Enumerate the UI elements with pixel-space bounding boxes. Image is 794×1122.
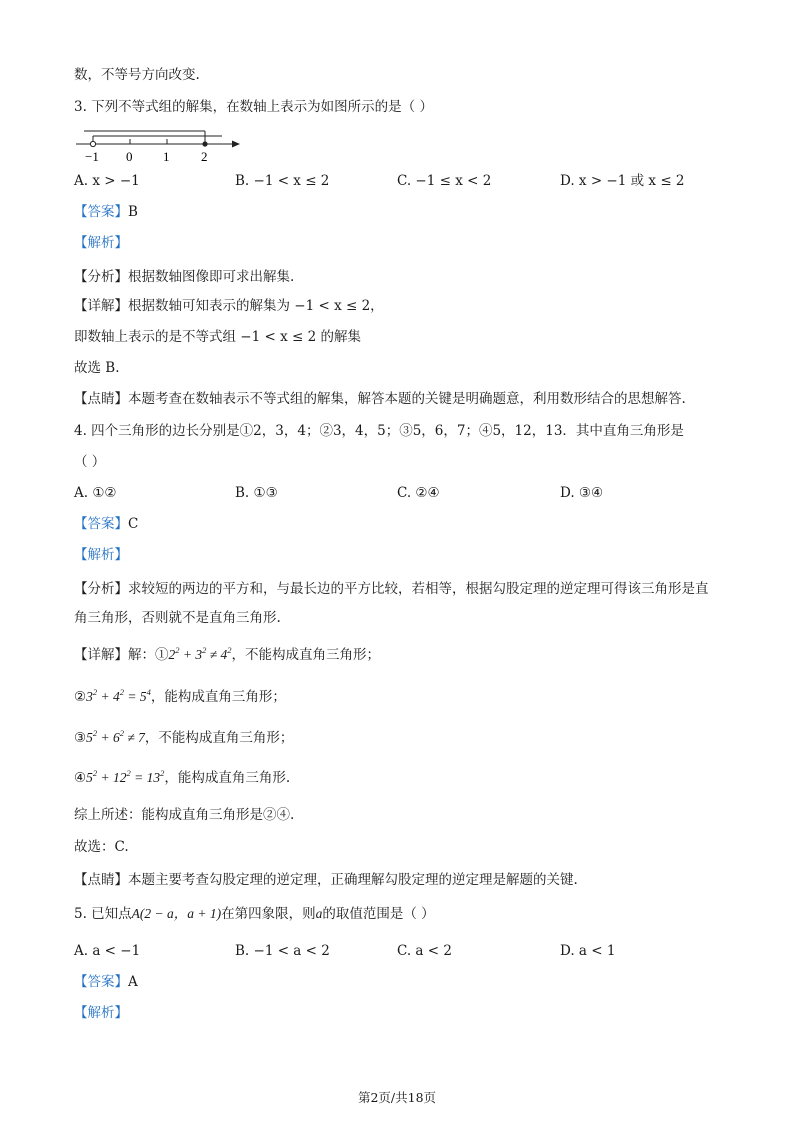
answer-value: B	[128, 204, 138, 220]
q3-answer-line	[74, 203, 138, 221]
q5-option-c[interactable]: C. a < 2	[397, 943, 452, 959]
q3-fenxi-line: 【分析】根据数轴图像即可求出解集.	[74, 269, 295, 285]
q4-stem-cont: （ ）	[74, 454, 106, 470]
q3-line2: 即数轴上表示的是不等式组 −1 < x ≤ 2 的解集	[74, 329, 361, 345]
fenxi-tag: 【分析】	[74, 581, 128, 597]
answer-value: A	[128, 974, 138, 990]
q4-fenxi-line1: 【分析】求较短的两边的平方和，与最长边的平方比较，若相等，根据勾股定理的逆定理可得该三角形是直	[74, 581, 709, 597]
q5-analysis-tag: 【解析】	[74, 1005, 128, 1021]
tick-label-2: 2	[201, 149, 208, 164]
tick-label-0: 0	[126, 149, 133, 164]
q4-fenxi-line2: 角三角形，否则就不是直角三角形.	[74, 610, 281, 626]
q5-option-d[interactable]: D. a < 1	[560, 943, 616, 959]
q4-option-b[interactable]: B. ①③	[235, 485, 278, 501]
q4-detail-2: $②3^2 + 4^2 = 5^4$，能构成直角三角形；	[74, 687, 286, 705]
q3-analysis-tag: 【解析】	[74, 235, 128, 251]
xiangjie-tag: 【详解】	[74, 298, 128, 314]
q5-option-b[interactable]: B. −1 < a < 2	[235, 943, 330, 959]
q3-xiangjie-line: 【详解】根据数轴可知表示的解集为 −1 < x ≤ 2，	[74, 298, 384, 314]
q4-answer-line	[74, 515, 138, 533]
number-line-figure	[72, 128, 252, 166]
q3-dianjing-line: 【点睛】本题考查在数轴表示不等式组的解集，解答本题的关键是明确题意，利用数形结合的思想解答.	[74, 391, 686, 407]
answer-tag: 【答案】	[74, 204, 128, 220]
q4-detail-1: 【详解】解：$①2^2 + 3^2 \ne 4^2$，不能构成直角三角形；	[74, 645, 381, 663]
q5-answer-line	[74, 973, 138, 991]
q4-option-c[interactable]: C. ②④	[397, 485, 440, 501]
q4-option-d[interactable]: D. ③④	[560, 485, 604, 501]
answer-tag: 【答案】	[74, 974, 128, 990]
text-fragment: 数，不等号方向改变.	[74, 67, 200, 83]
q3-option-b[interactable]: B. −1 < x ≤ 2	[235, 173, 330, 189]
dianjing-tag: 【点睛】	[74, 872, 128, 888]
closed-point-2	[202, 141, 207, 146]
page-footer: 第2页/共18页	[357, 1090, 437, 1105]
dianjing-tag: 【点睛】	[74, 391, 128, 407]
q4-dianjing-line: 【点睛】本题主要考查勾股定理的逆定理，正确理解勾股定理的逆定理是解题的关键.	[74, 872, 578, 888]
tick-label-1: 1	[163, 149, 170, 164]
q4-summary: 综上所述：能构成直角三角形是②④.	[74, 807, 295, 823]
open-point-neg1	[90, 141, 95, 146]
q3-line3: 故选 B.	[74, 360, 120, 376]
q3-option-d[interactable]: D. x > −1 或 x ≤ 2	[560, 173, 685, 189]
q3-stem: 3. 下列不等式组的解集，在数轴上表示为如图所示的是（ ）	[74, 99, 433, 115]
q4-choose: 故选：C.	[74, 839, 129, 855]
answer-value: C	[128, 516, 139, 532]
q3-option-a[interactable]: A. x > −1	[74, 173, 140, 189]
tick-label-neg1: −1	[85, 149, 99, 164]
q3-option-c[interactable]: C. −1 ≤ x < 2	[397, 173, 492, 189]
q5-stem: 5. 已知点A(2 − a，a + 1)在第四象限，则a的取值范围是（ ）	[74, 906, 435, 922]
q4-analysis-tag: 【解析】	[74, 547, 128, 563]
q4-stem: 4. 四个三角形的边长分别是①2，3，4；②3，4，5；③5，6，7；④5，12，13．其中直角三角形是	[74, 423, 684, 439]
axis-arrow-icon	[232, 141, 240, 148]
fenxi-tag: 【分析】	[74, 269, 128, 285]
answer-tag: 【答案】	[74, 516, 128, 532]
q4-detail-3: $③5^2 + 6^2 \ne 7$，不能构成直角三角形；	[74, 728, 294, 746]
q4-detail-4: $④5^2 + 12^2 = 13^2$，能构成直角三角形.	[74, 768, 291, 786]
q5-option-a[interactable]: A. a < −1	[74, 943, 141, 959]
q4-option-a[interactable]: A. ①②	[74, 485, 117, 501]
